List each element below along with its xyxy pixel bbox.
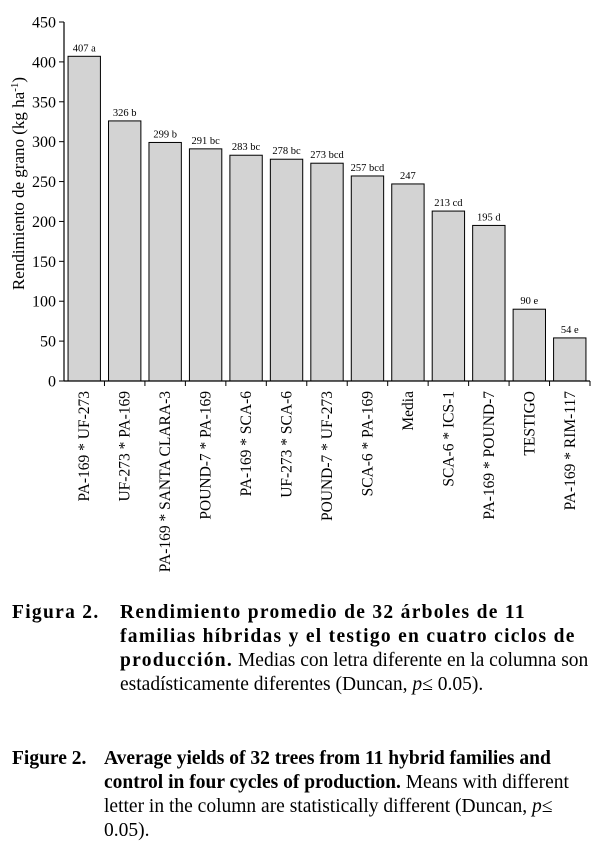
x-tick-label-13: PA-169 * RIM-117 [561, 391, 579, 511]
bar-8 [351, 176, 383, 381]
data-label-11: 195 d [477, 212, 501, 224]
y-tick-label-3: 100 [32, 293, 56, 311]
caption-spanish-label: Figura 2. [12, 602, 100, 623]
caption-spanish-title: Rendimiento promedio de 32 árboles de 11 familias híbridas y el testigo en cuatro ciclos de producción. [120, 602, 576, 671]
data-label-4: 291 bc [191, 135, 220, 147]
bar-1 [68, 56, 100, 381]
caption-spanish [12, 601, 594, 697]
x-tick-label-6: UF-273 * SCA-6 [278, 391, 296, 498]
data-label-10: 213 cd [434, 198, 463, 210]
caption-spanish-text: Medias con letra diferente en la columna son estadísticamente diferentes (Duncan, [120, 650, 589, 695]
caption-spanish-text-end: ≤ 0.05). [422, 674, 484, 695]
data-label-2: 326 b [112, 107, 137, 119]
caption-english-label: Figure 2. [12, 748, 87, 769]
data-label-12: 90 e [520, 296, 539, 308]
x-tick-label-4: POUND-7 * PA-169 [197, 391, 215, 520]
y-tick-label-2: 50 [40, 333, 56, 351]
x-tick-label-8: SCA-6 * PA-169 [359, 391, 377, 497]
data-label-13: 54 e [560, 324, 579, 336]
y-ticks [32, 15, 64, 391]
caption-spanish-p: p [412, 674, 423, 695]
bar-11 [473, 225, 505, 381]
y-tick-label-5: 200 [32, 213, 56, 231]
bar-3 [149, 142, 181, 381]
y-tick-label-6: 250 [32, 174, 56, 192]
bar-12 [513, 309, 545, 381]
x-tick-label-2: UF-273 * PA-169 [116, 391, 134, 502]
x-tick-label-11: PA-169 * POUND-7 [480, 390, 498, 520]
bar-5 [230, 155, 262, 381]
bar-9 [392, 184, 424, 381]
y-tick-label-10: 450 [32, 14, 56, 32]
bar-7 [311, 163, 343, 381]
x-tick-label-3: PA-169 * SANTA CLARA-3 [157, 391, 175, 573]
y-tick-label-1: 0 [48, 373, 56, 391]
bar-6 [270, 159, 302, 381]
caption-english-p: p [531, 796, 542, 817]
y-tick-label-9: 400 [32, 54, 56, 72]
data-label-1: 407 a [72, 43, 96, 55]
data-label-5: 283 bc [231, 142, 261, 154]
y-tick-label-4: 150 [32, 253, 56, 271]
bars [68, 56, 586, 381]
x-tick-label-10: SCA-6 * ICS-1 [440, 391, 458, 487]
y-tick-label-8: 350 [32, 94, 56, 112]
x-tick-label-7: POUND-7 * UF-273 [319, 391, 336, 522]
x-tick-label-1: PA-169 * UF-273 [76, 391, 94, 502]
y-tick-label-7: 300 [32, 134, 56, 152]
x-tick-label-9: Media [399, 391, 417, 431]
data-label-3: 299 b [153, 129, 177, 141]
caption-english [12, 747, 594, 843]
data-label-6: 278 bc [272, 146, 301, 158]
bar-10 [432, 211, 464, 381]
data-label-8: 257 bcd [350, 162, 385, 174]
data-label-9: 247 [400, 170, 416, 182]
caption-english-title: Average yields of 32 trees from 11 hybrid families and control in four cycles of production. [104, 748, 551, 793]
bar-2 [109, 121, 141, 381]
caption-english-text-end: ≤ 0.05). [104, 796, 553, 841]
x-ticks [76, 381, 590, 572]
x-tick-label-12: TESTIGO [521, 391, 539, 456]
data-label-7: 273 bcd [310, 150, 344, 162]
y-axis-label: Rendimiento de grano (kg $ha^{-1}$) [9, 76, 28, 291]
caption-english-text: Means with different letter in the column are statistically different (Duncan, [104, 772, 569, 817]
bar-4 [189, 149, 221, 381]
x-tick-label-5: PA-169 * SCA-6 [238, 391, 256, 497]
bar-13 [554, 338, 586, 381]
